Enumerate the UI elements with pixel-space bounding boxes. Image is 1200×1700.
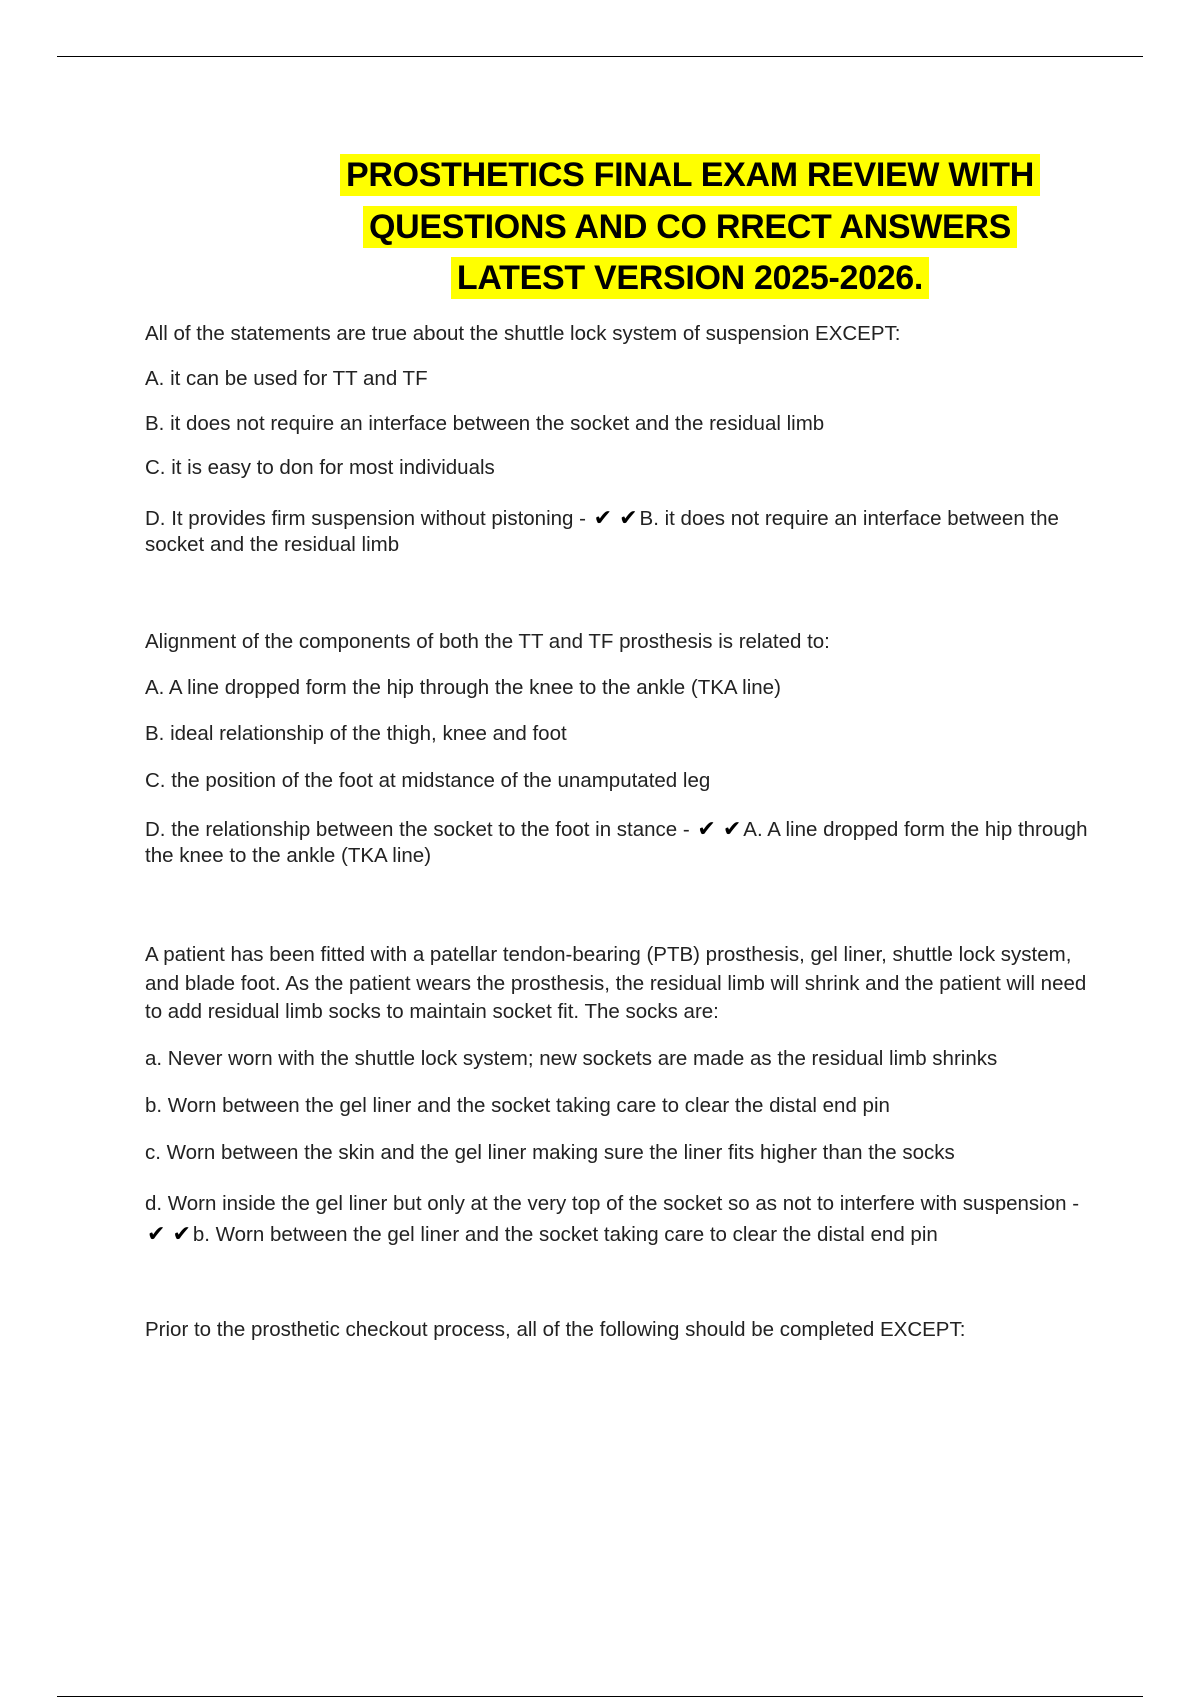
option-c: C. the position of the foot at midstance of the unamputated leg [145,769,711,792]
question-stem: All of the statements are true about the shuttle lock system of suspension EXCEPT: [145,322,901,345]
option-d-with-answer [145,817,1090,869]
question-stem: Prior to the prosthetic checkout process, all of the following should be completed EXCEPT: [145,1317,966,1341]
title-line-3: LATEST VERSION 2025-2026. [451,257,929,299]
option-d-with-answer [145,506,1090,558]
document-body [145,320,1090,1358]
option-c: c. Worn between the skin and the gel liner making sure the liner fits higher than the socks [145,1140,955,1164]
option-d-with-answer [145,1188,1090,1250]
question-3 [145,941,1090,1250]
double-check-icon: ✔ ✔ [147,1221,191,1247]
option-c: C. it is easy to don for most individuals [145,456,495,479]
question-stem: A patient has been fitted with a patellar tendon-bearing (PTB) prosthesis, gel liner, shuttle lock system, and blade foot. As the patient wears the prosthesis, the residual limb will shrink and the patient will need to add residual limb socks to maintain socket fit. The socks are: [145,943,1087,1023]
document-title [300,150,1080,305]
question-1 [145,320,1090,558]
double-check-icon: ✔ ✔ [697,817,742,842]
option-a: a. Never worn with the shuttle lock system; new sockets are made as the residual limb shrinks [145,1046,998,1070]
question-stem: Alignment of the components of both the TT and TF prosthesis is related to: [145,630,830,653]
top-rule [57,56,1143,57]
option-a: A. A line dropped form the hip through the knee to the ankle (TKA line) [145,676,781,699]
question-2 [145,628,1090,869]
correct-answer: b. Worn between the gel liner and the socket taking care to clear the distal end pin [192,1222,938,1246]
option-a: A. it can be used for TT and TF [145,367,428,390]
correct-answer: A. A line dropped form the hip through the knee to the ankle (TKA line) [145,818,1088,867]
option-d: D. the relationship between the socket to the foot in stance - [145,818,696,841]
option-b: b. Worn between the gel liner and the socket taking care to clear the distal end pin [145,1093,890,1117]
option-b: B. it does not require an interface between the socket and the residual limb [145,412,825,435]
option-d: d. Worn inside the gel liner but only at the very top of the socket so as not to interfere with suspension - [145,1191,1080,1215]
question-4 [145,1316,1090,1344]
title-line-1: PROSTHETICS FINAL EXAM REVIEW WITH [340,154,1040,196]
option-d: D. It provides firm suspension without pistoning - [145,507,592,530]
bottom-rule [57,1696,1143,1697]
double-check-icon: ✔ ✔ [593,506,638,531]
option-b: B. ideal relationship of the thigh, knee and foot [145,722,567,745]
title-line-2: QUESTIONS AND CO RRECT ANSWERS [363,206,1017,248]
correct-answer: B. it does not require an interface between the socket and the residual limb [145,507,1059,556]
